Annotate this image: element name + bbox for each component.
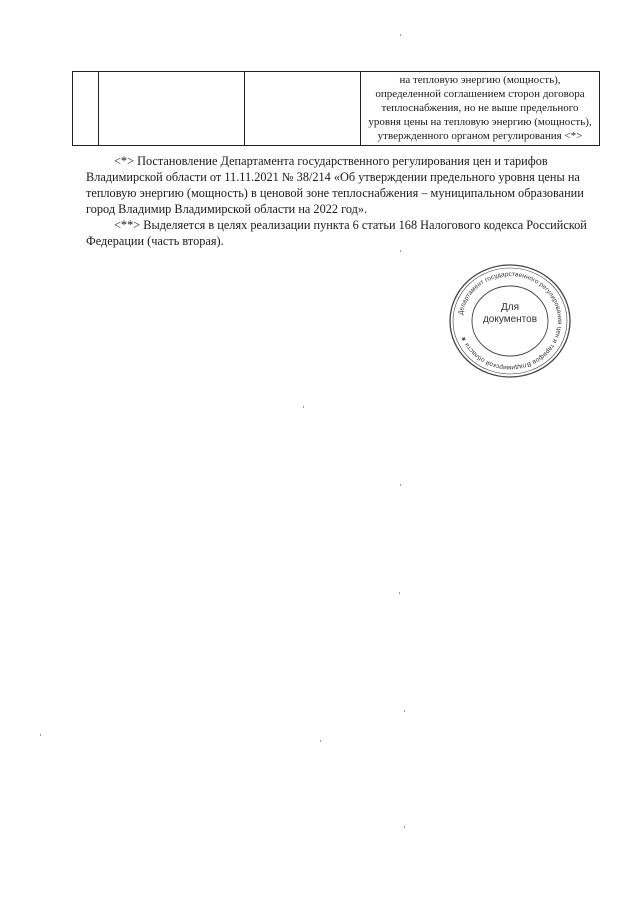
footnote-line: тепловую энергию (мощность) в ценовой зоне теплоснабжения – муниципальном образовании — [86, 186, 584, 200]
footnote-resolution — [86, 153, 592, 217]
table-cell-number — [73, 72, 99, 146]
cell-line: теплоснабжения, но не выше предельного — [381, 102, 579, 114]
seal-center-text: документов — [482, 314, 538, 325]
footnote-tax-code — [86, 217, 592, 249]
official-seal — [447, 262, 573, 380]
cell-line: на тепловую энергию (мощность), — [399, 74, 561, 86]
table-cell-unit — [245, 72, 361, 146]
footnote-line: <**> Выделяется в целях реализации пункта 6 статьи 168 Налогового кодекса Российской — [114, 218, 587, 232]
table-cell-name — [99, 72, 245, 146]
footnote-line: <*> Постановление Департамента государственного регулирования цен и тарифов — [114, 154, 548, 168]
cell-line: уровня цены на тепловую энергию (мощность), — [368, 116, 592, 128]
seal-ring-text: Департамент государственного регулирования цен и тарифов Владимирской области ★ — [457, 270, 564, 372]
footnote-line: Федерации (часть вторая). — [86, 234, 224, 248]
cell-line: определенной соглашением сторон договора — [375, 88, 585, 100]
seal-center-text: Для — [500, 302, 520, 313]
footnote-line: Владимирской области от 11.11.2021 № 38/214 «Об утверждении предельного уровня цены на — [86, 170, 580, 184]
cell-line: утвержденного органом регулирования <*> — [377, 130, 583, 142]
table-cell-price-description — [361, 72, 600, 146]
table-row — [73, 72, 600, 146]
pricing-table — [72, 71, 600, 146]
footnote-line: город Владимир Владимирской области на 2022 год». — [86, 202, 368, 216]
